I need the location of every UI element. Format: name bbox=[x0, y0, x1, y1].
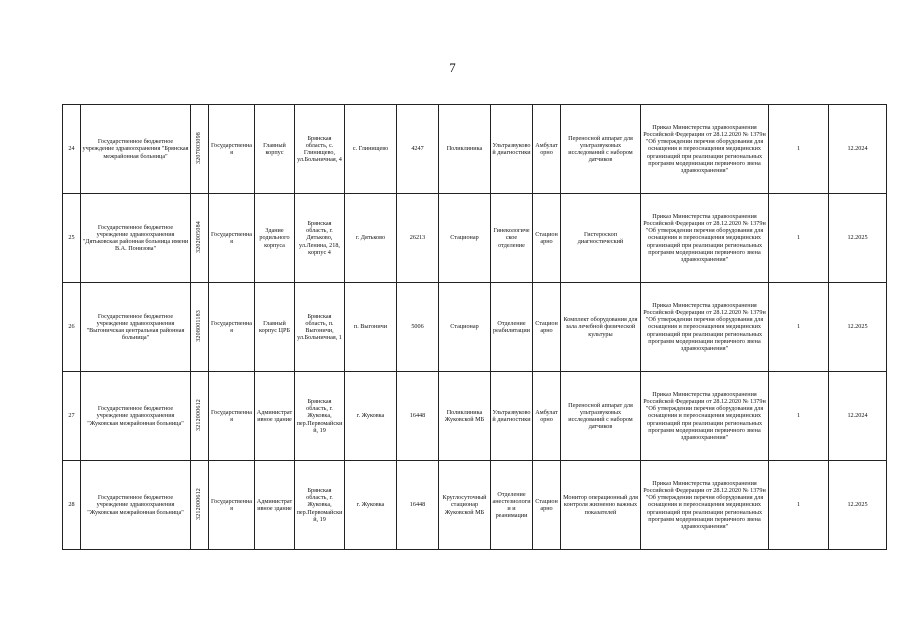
row-number-cell: 25 bbox=[63, 194, 81, 283]
table-row bbox=[63, 372, 887, 461]
address-cell: Брянская область, г. Жуковка, пер.Первомайский, 19 bbox=[295, 461, 345, 550]
row-number-cell: 26 bbox=[63, 283, 81, 372]
ownership-form-cell: Государственная bbox=[209, 372, 255, 461]
row-number-cell: 24 bbox=[63, 105, 81, 194]
inn-code: 3212000612 bbox=[195, 398, 202, 431]
building-name-cell: Здание родильного корпуса bbox=[255, 194, 295, 283]
care-type-cell: Стационарно bbox=[533, 461, 561, 550]
delivery-date-cell: 12.2025 bbox=[829, 194, 887, 283]
locality-cell: с. Глинищево bbox=[345, 105, 397, 194]
inn-code: 3208001183 bbox=[195, 310, 202, 342]
row-number-cell: 27 bbox=[63, 372, 81, 461]
delivery-date-cell: 12.2025 bbox=[829, 283, 887, 372]
department-cell: Отделение реабилитации bbox=[491, 283, 533, 372]
ownership-form-cell: Государственная bbox=[209, 283, 255, 372]
organization-name-cell: Государственное бюджетное учреждение здравоохранения "Жуковская межрайонная больница" bbox=[81, 372, 191, 461]
address-cell: Брянская область, п. Выгоничи, ул.Больничная, 1 bbox=[295, 283, 345, 372]
subdivision-cell: Поликлиника bbox=[439, 105, 491, 194]
ownership-form-cell: Государственная bbox=[209, 194, 255, 283]
locality-cell: г. Жуковка bbox=[345, 461, 397, 550]
subdivision-cell: Поликлиника Жуковской МБ bbox=[439, 372, 491, 461]
regulatory-document-cell: Приказ Министерства здравоохранения Российской Федерации от 28.12.2020 № 1379н "Об утверждении перечня оборудования для оснащения и переоснащения медицинских организаций при реализации региональных программ модернизации первичного звена здравоохранения" bbox=[641, 194, 769, 283]
department-cell: Гинекологическое отделение bbox=[491, 194, 533, 283]
table-row bbox=[63, 194, 887, 283]
table-row bbox=[63, 461, 887, 550]
quantity-cell: 1 bbox=[769, 105, 829, 194]
inn-code-cell bbox=[191, 372, 209, 461]
care-type-cell: Амбулаторно bbox=[533, 372, 561, 461]
building-name-cell: Главный корпус bbox=[255, 105, 295, 194]
equipment-name-cell: Монитор операционный для контроля жизненно важных показателей bbox=[561, 461, 641, 550]
locality-cell: г. Дятьково bbox=[345, 194, 397, 283]
regulatory-document-cell: Приказ Министерства здравоохранения Российской Федерации от 28.12.2020 № 1379н "Об утверждении перечня оборудования для оснащения и переоснащения медицинских организаций при реализации региональных программ модернизации первичного звена здравоохранения" bbox=[641, 283, 769, 372]
table-row bbox=[63, 105, 887, 194]
organization-name-cell: Государственное бюджетное учреждение здравоохранения "Брянская межрайонная больница" bbox=[81, 105, 191, 194]
inn-code: 3207003098 bbox=[195, 131, 202, 164]
regulatory-document-cell: Приказ Министерства здравоохранения Российской Федерации от 28.12.2020 № 1379н "Об утверждении перечня оборудования для оснащения и переоснащения медицинских организаций при реализации региональных программ модернизации первичного звена здравоохранения" bbox=[641, 461, 769, 550]
equipment-name-cell: Переносной аппарат для ультразвуковых исследований с набором датчиков bbox=[561, 105, 641, 194]
ownership-form-cell: Государственная bbox=[209, 461, 255, 550]
inn-code-cell bbox=[191, 194, 209, 283]
inn-code-cell bbox=[191, 283, 209, 372]
building-name-cell: Административное здание bbox=[255, 372, 295, 461]
address-cell: Брянская область, с. Глинищево, ул.Больничная, 4 bbox=[295, 105, 345, 194]
quantity-cell: 1 bbox=[769, 283, 829, 372]
regulatory-document-cell: Приказ Министерства здравоохранения Российской Федерации от 28.12.2020 № 1379н "Об утверждении перечня оборудования для оснащения и переоснащения медицинских организаций при реализации региональных программ модернизации первичного звена здравоохранения" bbox=[641, 105, 769, 194]
inn-code: 3202005084 bbox=[195, 220, 202, 253]
delivery-date-cell: 12.2025 bbox=[829, 461, 887, 550]
care-type-cell: Стационарно bbox=[533, 194, 561, 283]
inn-code-cell bbox=[191, 461, 209, 550]
equipment-name-cell: Комплект оборудования для зала лечебной физической культуры bbox=[561, 283, 641, 372]
care-type-cell: Амбулаторно bbox=[533, 105, 561, 194]
delivery-date-cell: 12.2024 bbox=[829, 105, 887, 194]
page-number: 7 bbox=[449, 60, 456, 75]
table-body bbox=[63, 105, 887, 550]
table-row bbox=[63, 283, 887, 372]
quantity-cell: 1 bbox=[769, 194, 829, 283]
locality-cell: г. Жуковка bbox=[345, 372, 397, 461]
department-cell: Отделение анестезиологии и реанимации bbox=[491, 461, 533, 550]
locality-cell: п. Выгоничи bbox=[345, 283, 397, 372]
address-cell: Брянская область, г. Дятьково, ул.Ленина, 218, корпус 4 bbox=[295, 194, 345, 283]
population-cell: 16448 bbox=[397, 372, 439, 461]
organization-name-cell: Государственное бюджетное учреждение здравоохранения "Жуковская межрайонная больница" bbox=[81, 461, 191, 550]
population-cell: 4247 bbox=[397, 105, 439, 194]
subdivision-cell: Стационар bbox=[439, 194, 491, 283]
department-cell: Ультразвуковой диагностики bbox=[491, 105, 533, 194]
subdivision-cell: Стационар bbox=[439, 283, 491, 372]
address-cell: Брянская область, г. Жуковка, пер.Первомайский, 19 bbox=[295, 372, 345, 461]
care-type-cell: Стационарно bbox=[533, 283, 561, 372]
organization-name-cell: Государственное бюджетное учреждение здравоохранения "Выгоничская центральная районная больница" bbox=[81, 283, 191, 372]
population-cell: 16448 bbox=[397, 461, 439, 550]
inn-code-cell bbox=[191, 105, 209, 194]
population-cell: 5006 bbox=[397, 283, 439, 372]
population-cell: 26213 bbox=[397, 194, 439, 283]
organization-name-cell: Государственное бюджетное учреждение здравоохранения "Дятьковская районная больница имени В.А. Понизова" bbox=[81, 194, 191, 283]
equipment-name-cell: Гистероскоп диагностический bbox=[561, 194, 641, 283]
equipment-table bbox=[62, 104, 887, 550]
ownership-form-cell: Государственная bbox=[209, 105, 255, 194]
delivery-date-cell: 12.2024 bbox=[829, 372, 887, 461]
quantity-cell: 1 bbox=[769, 372, 829, 461]
department-cell: Ультразвуковой диагностики bbox=[491, 372, 533, 461]
regulatory-document-cell: Приказ Министерства здравоохранения Российской Федерации от 28.12.2020 № 1379н "Об утверждении перечня оборудования для оснащения и переоснащения медицинских организаций при реализации региональных программ модернизации первичного звена здравоохранения" bbox=[641, 372, 769, 461]
subdivision-cell: Круглосуточный стационар Жуковской МБ bbox=[439, 461, 491, 550]
building-name-cell: Главный корпус ЦРБ bbox=[255, 283, 295, 372]
quantity-cell: 1 bbox=[769, 461, 829, 550]
building-name-cell: Административное здание bbox=[255, 461, 295, 550]
equipment-name-cell: Переносной аппарат для ультразвуковых исследований с набором датчиков bbox=[561, 372, 641, 461]
row-number-cell: 28 bbox=[63, 461, 81, 550]
inn-code: 3212000612 bbox=[195, 487, 202, 520]
